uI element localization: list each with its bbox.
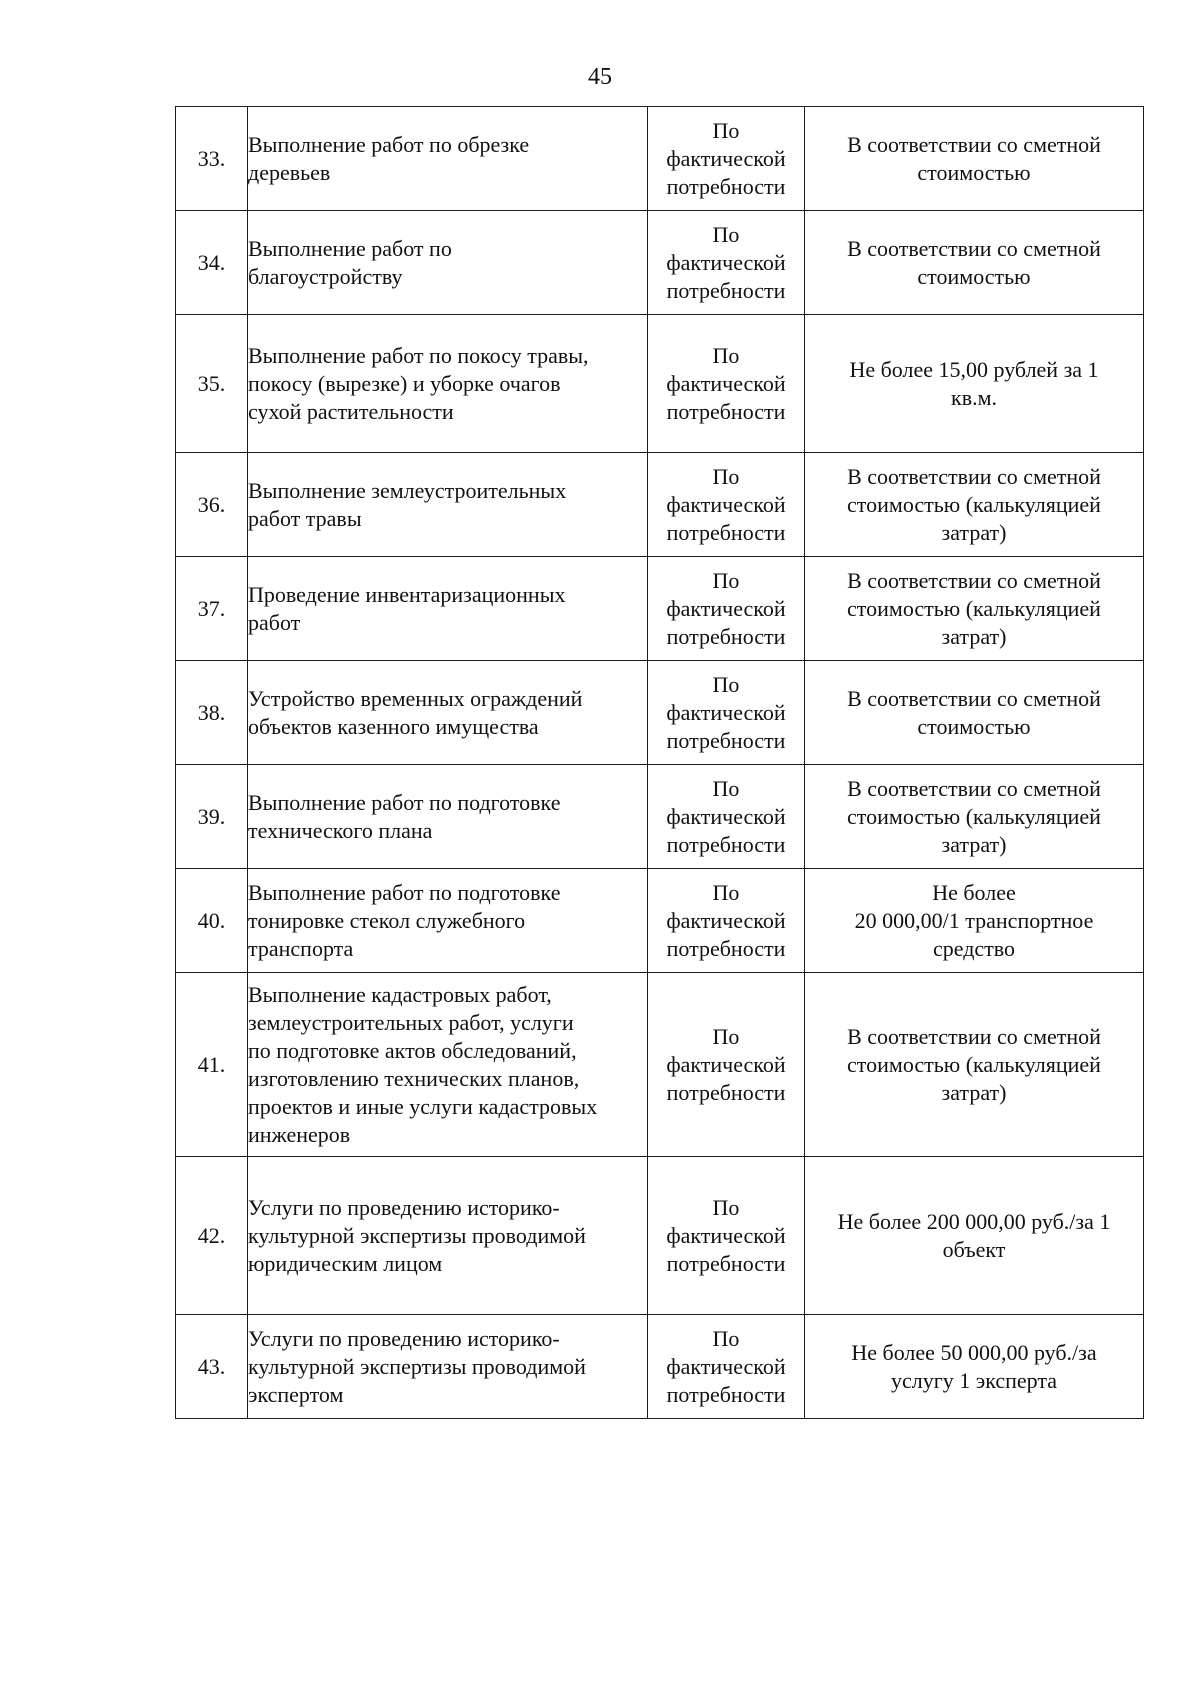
service-name-line: Выполнение работ по подготовке: [248, 789, 561, 815]
quantity-line: По: [712, 879, 740, 905]
quantity-line: По: [712, 117, 740, 143]
quantity-line: потребности: [666, 398, 786, 424]
quantity: [648, 453, 805, 557]
price: [805, 661, 1144, 765]
row-number: 33.: [176, 107, 248, 211]
price-line: средство: [932, 935, 1016, 961]
service-name-line: Выполнение землеустроительных: [248, 477, 567, 503]
price-line: услугу 1 эксперта: [890, 1367, 1057, 1393]
price-line: В соответствии со сметной: [847, 131, 1101, 157]
row-number: 37.: [176, 557, 248, 661]
row-number: 39.: [176, 765, 248, 869]
service-name: [248, 453, 648, 557]
service-name: [248, 107, 648, 211]
table-row: [176, 107, 1144, 211]
quantity-line: По: [712, 775, 740, 801]
table-row: [176, 453, 1144, 557]
quantity-line: фактической: [666, 1051, 786, 1077]
price-line: Не более 200 000,00 руб./за 1: [837, 1208, 1111, 1234]
price: [805, 1157, 1144, 1315]
price: [805, 765, 1144, 869]
quantity-line: фактической: [666, 249, 786, 275]
service-name-line: деревьев: [248, 159, 331, 185]
service-name-line: инженеров: [248, 1121, 351, 1147]
quantity-line: фактической: [666, 907, 786, 933]
price-line: стоимостью (калькуляцией: [847, 491, 1101, 517]
service-name: [248, 315, 648, 453]
price-line: В соответствии со сметной: [847, 1023, 1101, 1049]
quantity-line: потребности: [666, 1079, 786, 1105]
row-number: 36.: [176, 453, 248, 557]
quantity-line: По: [712, 1194, 740, 1220]
service-name-line: благоустройству: [248, 263, 403, 289]
service-name: [248, 1315, 648, 1419]
price-line: В соответствии со сметной: [847, 685, 1101, 711]
price-line: стоимостью (калькуляцией: [847, 1051, 1101, 1077]
quantity: [648, 765, 805, 869]
service-name: [248, 211, 648, 315]
table-row: [176, 1315, 1144, 1419]
service-name-line: транспорта: [248, 935, 354, 961]
page-number: 45: [588, 64, 612, 90]
price: [805, 1315, 1144, 1419]
service-name-line: покосу (вырезке) и уборке очагов: [248, 370, 561, 396]
price-line: стоимостью: [917, 713, 1031, 739]
quantity: [648, 107, 805, 211]
row-number: 34.: [176, 211, 248, 315]
table-row: [176, 973, 1144, 1157]
quantity-line: По: [712, 1325, 740, 1351]
row-number: 38.: [176, 661, 248, 765]
quantity-line: фактической: [666, 595, 786, 621]
service-name-line: сухой растительности: [248, 398, 454, 424]
quantity-line: фактической: [666, 370, 786, 396]
price-line: 20 000,00/1 транспортное: [854, 907, 1094, 933]
price-line: В соответствии со сметной: [847, 567, 1101, 593]
quantity: [648, 661, 805, 765]
table-row: [176, 211, 1144, 315]
price: [805, 557, 1144, 661]
quantity-line: потребности: [666, 277, 786, 303]
service-name-line: Выполнение работ по подготовке: [248, 879, 561, 905]
quantity: [648, 557, 805, 661]
price: [805, 107, 1144, 211]
table-body: [176, 107, 1144, 1419]
price-line: затрат): [941, 831, 1007, 857]
table-row: [176, 315, 1144, 453]
quantity: [648, 315, 805, 453]
price-line: В соответствии со сметной: [847, 463, 1101, 489]
price-line: стоимостью (калькуляцией: [847, 803, 1101, 829]
table-row: [176, 661, 1144, 765]
row-number: 41.: [176, 973, 248, 1157]
quantity-line: потребности: [666, 1381, 786, 1407]
service-name: [248, 869, 648, 973]
quantity-line: фактической: [666, 803, 786, 829]
price-line: В соответствии со сметной: [847, 235, 1101, 261]
price-line: Не более 15,00 рублей за 1: [849, 356, 1099, 382]
service-name-line: Выполнение работ по обрезке: [248, 131, 530, 157]
quantity-line: По: [712, 567, 740, 593]
row-number: 42.: [176, 1157, 248, 1315]
service-name-line: по подготовке актов обследований,: [248, 1037, 577, 1063]
price-line: затрат): [941, 1079, 1007, 1105]
row-number: 35.: [176, 315, 248, 453]
service-name-line: работ травы: [248, 505, 362, 531]
service-name-line: юридическим лицом: [248, 1250, 443, 1276]
price: [805, 973, 1144, 1157]
service-name-line: работ: [248, 609, 301, 635]
price-line: затрат): [941, 519, 1007, 545]
quantity: [648, 973, 805, 1157]
quantity-line: потребности: [666, 623, 786, 649]
price-line: объект: [942, 1236, 1006, 1262]
quantity-line: потребности: [666, 727, 786, 753]
quantity-line: фактической: [666, 1353, 786, 1379]
quantity-line: фактической: [666, 1222, 786, 1248]
price: [805, 869, 1144, 973]
quantity-line: По: [712, 463, 740, 489]
service-name-line: Выполнение работ по: [248, 235, 452, 261]
quantity-line: фактической: [666, 699, 786, 725]
service-name-line: экспертом: [248, 1381, 344, 1407]
quantity-line: По: [712, 221, 740, 247]
service-name-line: изготовлению технических планов,: [248, 1065, 580, 1091]
price: [805, 315, 1144, 453]
price-line: Не более: [932, 879, 1016, 905]
row-number: 40.: [176, 869, 248, 973]
service-name-line: объектов казенного имущества: [248, 713, 539, 739]
service-name-line: культурной экспертизы проводимой: [248, 1353, 586, 1379]
price-line: кв.м.: [951, 384, 997, 410]
quantity: [648, 1157, 805, 1315]
price-line: стоимостью: [917, 263, 1031, 289]
service-name-line: Услуги по проведению историко-: [248, 1194, 560, 1220]
quantity-line: По: [712, 342, 740, 368]
service-name: [248, 661, 648, 765]
service-name-line: Устройство временных ограждений: [248, 685, 583, 711]
quantity-line: фактической: [666, 491, 786, 517]
service-name-line: технического плана: [248, 817, 433, 843]
price-line: стоимостью (калькуляцией: [847, 595, 1101, 621]
price-line: стоимостью: [917, 159, 1031, 185]
table-row: [176, 1157, 1144, 1315]
quantity-line: По: [712, 1023, 740, 1049]
price-line: Не более 50 000,00 руб./за: [851, 1339, 1097, 1365]
service-name-line: Проведение инвентаризационных: [248, 581, 566, 607]
service-name-line: Услуги по проведению историко-: [248, 1325, 560, 1351]
row-number: 43.: [176, 1315, 248, 1419]
service-name-line: проектов и иные услуги кадастровых: [248, 1093, 598, 1119]
quantity-line: потребности: [666, 935, 786, 961]
service-name: [248, 973, 648, 1157]
price: [805, 211, 1144, 315]
quantity-line: фактической: [666, 145, 786, 171]
services-table: [175, 106, 1144, 1419]
quantity-line: потребности: [666, 519, 786, 545]
table-row: [176, 557, 1144, 661]
service-name: [248, 1157, 648, 1315]
price-line: затрат): [941, 623, 1007, 649]
service-name-line: землеустроительных работ, услуги: [248, 1009, 574, 1035]
service-name: [248, 765, 648, 869]
quantity-line: По: [712, 671, 740, 697]
price-line: В соответствии со сметной: [847, 775, 1101, 801]
service-name: [248, 557, 648, 661]
quantity: [648, 211, 805, 315]
table-row: [176, 765, 1144, 869]
price: [805, 453, 1144, 557]
service-name-line: Выполнение кадастровых работ,: [248, 981, 552, 1007]
quantity-line: потребности: [666, 173, 786, 199]
quantity: [648, 1315, 805, 1419]
quantity-line: потребности: [666, 1250, 786, 1276]
quantity-line: потребности: [666, 831, 786, 857]
quantity: [648, 869, 805, 973]
service-name-line: культурной экспертизы проводимой: [248, 1222, 586, 1248]
service-name-line: тонировке стекол служебного: [248, 907, 526, 933]
table-row: [176, 869, 1144, 973]
service-name-line: Выполнение работ по покосу травы,: [248, 342, 589, 368]
